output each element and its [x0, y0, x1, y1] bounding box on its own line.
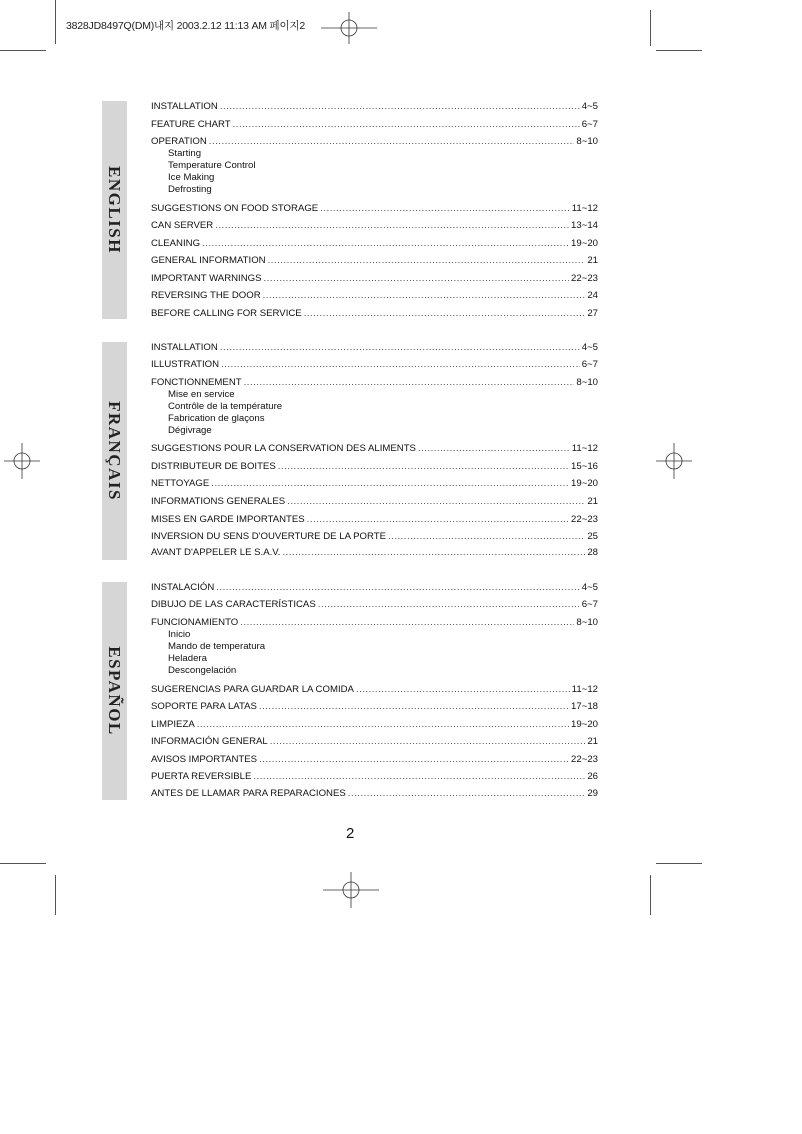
crop-mark — [55, 0, 56, 44]
toc-entry-pages: 29 — [587, 788, 598, 799]
toc-entry-pages: 11~12 — [571, 443, 598, 454]
toc-entry-title: SOPORTE PARA LATAS — [151, 701, 257, 712]
toc-subitem: Dégivrage — [168, 425, 212, 436]
toc-entry-pages: 26 — [587, 771, 598, 782]
toc-entry[interactable] — [151, 701, 598, 713]
toc-entry-pages: 28 — [587, 547, 598, 558]
dot-leader — [209, 136, 575, 148]
toc-entry-pages: 22~23 — [571, 514, 598, 525]
toc-entry[interactable] — [151, 496, 598, 508]
language-tab — [102, 582, 127, 800]
dot-leader — [244, 377, 575, 389]
toc-entry-pages: 6~7 — [581, 599, 598, 610]
crop-mark — [55, 875, 56, 915]
dot-leader — [211, 478, 569, 490]
registration-mark-icon — [656, 443, 692, 479]
toc-entry-pages: 15~16 — [571, 461, 598, 472]
dot-leader — [253, 771, 585, 783]
toc-entry-title: LIMPIEZA — [151, 719, 195, 730]
toc-entry[interactable] — [151, 461, 598, 473]
toc-entry[interactable] — [151, 101, 598, 113]
toc-subitem: Heladera — [168, 653, 207, 664]
dot-leader — [278, 461, 569, 473]
toc-entry[interactable] — [151, 599, 598, 611]
toc-entry-title: AVISOS IMPORTANTES — [151, 754, 258, 765]
toc-entry[interactable] — [151, 342, 598, 354]
crop-mark — [656, 863, 702, 864]
toc-entry[interactable] — [151, 238, 598, 250]
toc-entry-title: FEATURE CHART — [151, 119, 231, 130]
toc-entry-pages: 4~5 — [581, 101, 598, 112]
toc-subitem: Temperature Control — [168, 160, 256, 171]
toc-subitem: Mise en service — [168, 389, 235, 400]
page-number: 2 — [346, 825, 355, 842]
toc-entry-pages: 11~12 — [571, 684, 598, 695]
dot-leader — [268, 255, 586, 267]
toc-subitem: Contrôle de la température — [168, 401, 283, 412]
toc-entries — [151, 582, 602, 800]
toc-entry-pages: 11~12 — [571, 203, 598, 214]
toc-entry-title: FONCTIONNEMENT — [151, 377, 242, 388]
toc-entry-title: PUERTA REVERSIBLE — [151, 771, 252, 782]
toc-entry[interactable] — [151, 119, 598, 131]
registration-mark-icon — [4, 443, 40, 479]
dot-leader — [259, 701, 569, 713]
toc-entry-title: NETTOYAGE — [151, 478, 210, 489]
toc-entry-pages: 22~23 — [571, 754, 598, 765]
toc-entry[interactable] — [151, 617, 598, 629]
dot-leader — [318, 599, 580, 611]
toc-section-english — [102, 101, 602, 319]
toc-entry[interactable] — [151, 308, 598, 320]
toc-entry-title: ILLUSTRATION — [151, 359, 220, 370]
toc-subitem: Mando de temperatura — [168, 641, 266, 652]
toc-entry[interactable] — [151, 255, 598, 267]
registration-mark-icon — [323, 872, 379, 908]
toc-entry-title: DISTRIBUTEUR DE BOITES — [151, 461, 276, 472]
toc-entry-title: SUGERENCIAS PARA GUARDAR LA COMIDA — [151, 684, 354, 695]
toc-entry[interactable] — [151, 290, 598, 302]
toc-entry[interactable] — [151, 203, 598, 215]
language-tab — [102, 342, 127, 560]
dot-leader — [263, 290, 586, 302]
toc-entry-title: INFORMATIONS GENERALES — [151, 496, 286, 507]
dot-leader — [348, 788, 586, 800]
dot-leader — [221, 359, 580, 371]
dot-leader — [356, 684, 570, 696]
language-label: FRANÇAIS — [105, 401, 124, 501]
dot-leader — [202, 238, 569, 250]
toc-entry-pages: 19~20 — [571, 238, 598, 249]
toc-entry[interactable] — [151, 359, 598, 371]
toc-entry-title: INSTALACIÓN — [151, 582, 215, 593]
toc-entry-pages: 21 — [587, 496, 598, 507]
toc-entry-title: INSTALLATION — [151, 342, 218, 353]
toc-entries — [151, 101, 602, 320]
toc-entry[interactable] — [151, 377, 598, 389]
toc-entry-title: IMPORTANT WARNINGS — [151, 273, 262, 284]
toc-entry-title: REVERSING THE DOOR — [151, 290, 261, 301]
toc-entry[interactable] — [151, 136, 598, 148]
toc-entry-pages: 13~14 — [571, 220, 598, 231]
toc-entry-pages: 25 — [587, 531, 598, 542]
dot-leader — [282, 547, 585, 559]
dot-leader — [259, 754, 569, 766]
crop-mark — [650, 875, 651, 915]
toc-entries — [151, 342, 602, 559]
crop-mark — [0, 863, 46, 864]
toc-entry-pages: 8~10 — [576, 617, 598, 628]
dot-leader — [240, 617, 574, 629]
toc-entry[interactable] — [151, 771, 598, 783]
toc-entry-pages: 8~10 — [576, 136, 598, 147]
toc-entry-title: AVANT D'APPELER LE S.A.V. — [151, 547, 281, 558]
toc-entry-pages: 19~20 — [571, 478, 598, 489]
toc-entry[interactable] — [151, 719, 598, 731]
toc-entry-pages: 17~18 — [571, 701, 598, 712]
toc-entry-title: CAN SERVER — [151, 220, 214, 231]
crop-mark — [656, 50, 702, 51]
toc-entry[interactable] — [151, 754, 598, 766]
dot-leader — [418, 443, 570, 455]
toc-entry-title: DIBUJO DE LAS CARACTERÍSTICAS — [151, 599, 316, 610]
crop-mark — [650, 10, 651, 46]
toc-entry[interactable] — [151, 736, 598, 748]
dot-leader — [320, 203, 570, 215]
toc-entry-title: FUNCIONAMIENTO — [151, 617, 239, 628]
toc-entry[interactable] — [151, 220, 598, 232]
toc-entry[interactable] — [151, 443, 598, 455]
dot-leader — [233, 119, 580, 131]
language-tab — [102, 101, 127, 319]
toc-entry-title: OPERATION — [151, 136, 207, 147]
toc-entry-title: SUGGESTIONS ON FOOD STORAGE — [151, 203, 319, 214]
dot-leader — [264, 273, 570, 285]
crop-mark — [0, 50, 46, 51]
dot-leader — [287, 496, 585, 508]
toc-section-espanol — [102, 582, 602, 800]
toc-entry[interactable] — [151, 478, 598, 490]
dot-leader — [215, 220, 569, 232]
toc-subitem: Starting — [168, 148, 202, 159]
toc-subitem: Inicio — [168, 629, 191, 640]
toc-entry-title: INVERSION DU SENS D'OUVERTURE DE LA PORTE — [151, 531, 386, 542]
dot-leader — [216, 582, 579, 594]
toc-entry-pages: 21 — [587, 255, 598, 266]
toc-entry-pages: 21 — [587, 736, 598, 747]
toc-section-francais — [102, 342, 602, 560]
toc-subitem: Descongelación — [168, 665, 237, 676]
toc-entry-pages: 6~7 — [581, 119, 598, 130]
registration-mark-icon — [321, 12, 377, 44]
dot-leader — [220, 101, 580, 113]
language-label: ENGLISH — [105, 166, 124, 254]
toc-entry-title: BEFORE CALLING FOR SERVICE — [151, 308, 302, 319]
toc-entry-title: SUGGESTIONS POUR LA CONSERVATION DES ALIMENTS — [151, 443, 416, 454]
toc-entry-title: MISES EN GARDE IMPORTANTES — [151, 514, 305, 525]
toc-entry-pages: 22~23 — [571, 273, 598, 284]
dot-leader — [197, 719, 569, 731]
toc-entry-pages: 24 — [587, 290, 598, 301]
toc-entry-pages: 4~5 — [581, 342, 598, 353]
language-label: ESPAÑOL — [105, 646, 124, 736]
toc-entry-pages: 6~7 — [581, 359, 598, 370]
toc-entry[interactable] — [151, 514, 598, 526]
toc-entry-pages: 27 — [587, 308, 598, 319]
toc-entry-title: GENERAL INFORMATION — [151, 255, 266, 266]
toc-subitem: Ice Making — [168, 172, 215, 183]
toc-entry-title: CLEANING — [151, 238, 201, 249]
toc-subitem: Defrosting — [168, 184, 212, 195]
toc-entry-title: ANTES DE LLAMAR PARA REPARACIONES — [151, 788, 346, 799]
toc-entry[interactable] — [151, 788, 598, 800]
dot-leader — [304, 308, 586, 320]
toc-entry-pages: 8~10 — [576, 377, 598, 388]
toc-entry[interactable] — [151, 582, 598, 594]
dot-leader — [307, 514, 569, 526]
toc-entry[interactable] — [151, 273, 598, 285]
toc-entry-title: INFORMACIÓN GENERAL — [151, 736, 268, 747]
dot-leader — [220, 342, 580, 354]
toc-entry[interactable] — [151, 531, 598, 543]
toc-subitem: Fabrication de glaçons — [168, 413, 265, 424]
toc-entry-pages: 19~20 — [571, 719, 598, 730]
dot-leader — [388, 531, 585, 543]
toc-entry-pages: 4~5 — [581, 582, 598, 593]
toc-entry[interactable] — [151, 684, 598, 696]
print-header-slug: 3828JD8497Q(DM)내지 2003.2.12 11:13 AM 페이지2 — [66, 20, 306, 32]
dot-leader — [270, 736, 586, 748]
toc-entry-title: INSTALLATION — [151, 101, 218, 112]
toc-entry[interactable] — [151, 547, 598, 559]
